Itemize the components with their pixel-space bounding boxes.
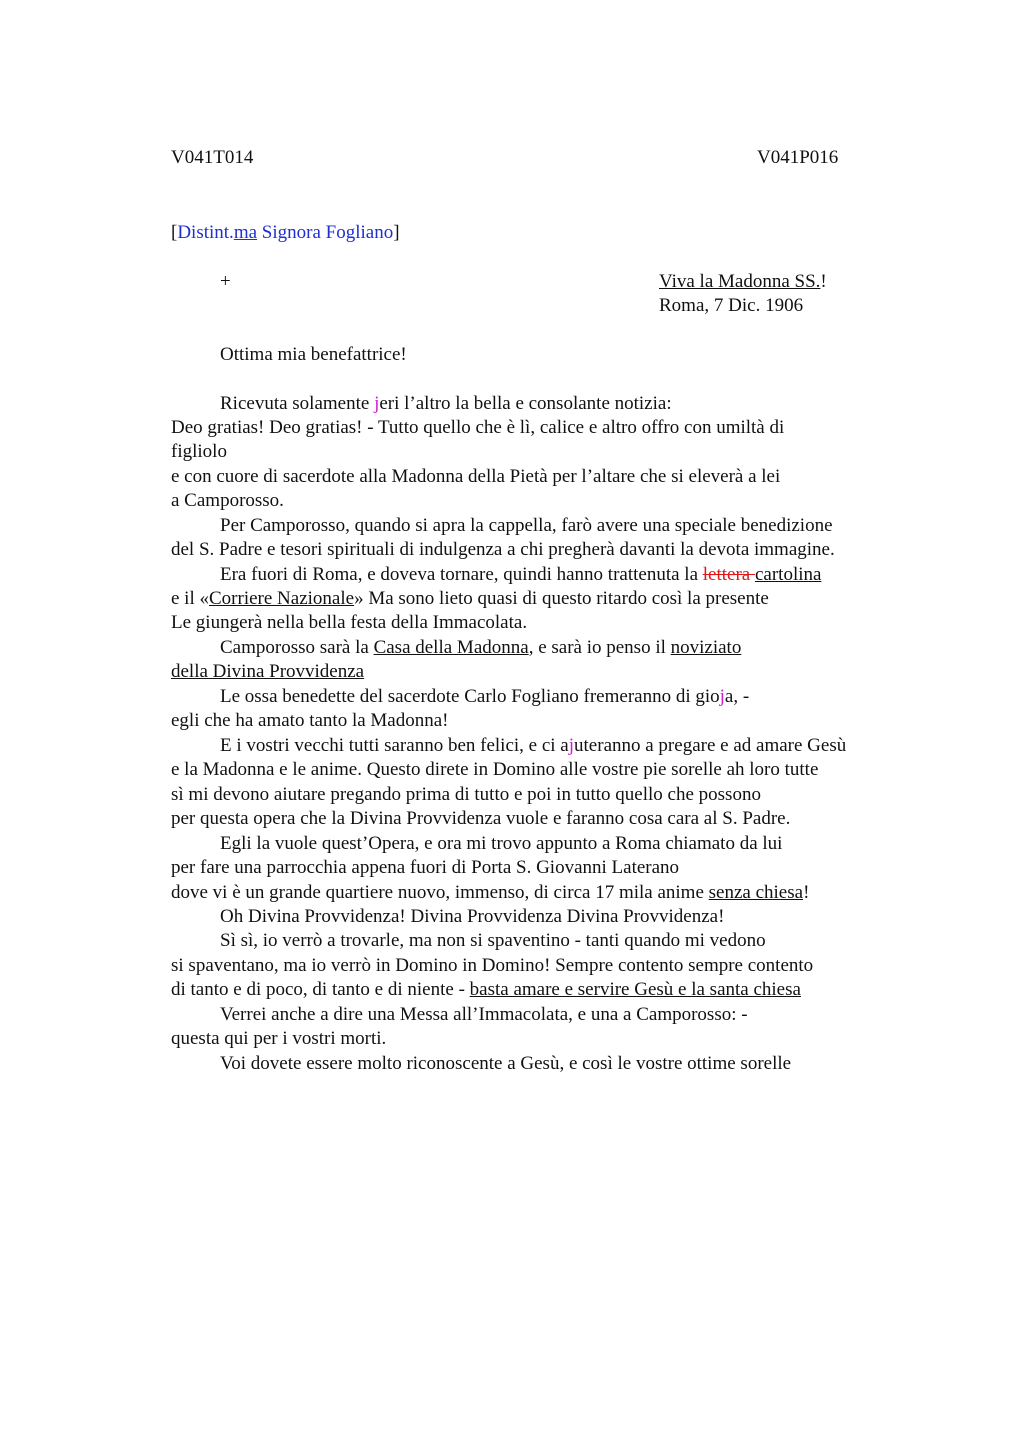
addressee-name: Signora Fogliano [257, 222, 394, 243]
body-line-22: Oh Divina Provvidenza! Divina Provvidenza Divina Provvidenza! [220, 906, 725, 927]
header-left-code: V041T014 [171, 147, 254, 168]
body-line-5: a Camporosso. [171, 490, 284, 511]
text-segment: e il « [171, 588, 209, 609]
highlighted-letter: j [374, 393, 380, 414]
text-segment: , e sarà io penso il [528, 637, 671, 658]
body-line-27: questa qui per i vostri morti. [171, 1028, 387, 1049]
body-line-1 [220, 392, 672, 416]
cross-symbol: + [220, 271, 231, 292]
invocation-text: Viva la Madonna SS. [659, 271, 821, 292]
date-line: Roma, 7 Dic. 1906 [659, 295, 804, 316]
text-segment: Camporosso sarà la [220, 637, 374, 658]
text-segment: uteranno a pregare e ad amare Gesù [574, 735, 847, 756]
inserted-word: cartolina [754, 564, 822, 585]
highlighted-letter: j [719, 686, 725, 707]
body-line-23: Sì sì, io verrò a trovarle, ma non si spaventino - tanti quando mi vedono [220, 930, 766, 951]
body-line-25 [171, 978, 801, 1002]
underlined-phrase: senza chiesa [708, 882, 804, 903]
body-line-21 [171, 881, 809, 905]
body-line-2: Deo gratias! Deo gratias! - Tutto quello che è lì, calice e altro offro con umiltà di [171, 417, 785, 438]
body-line-19: Egli la vuole quest’Opera, e ora mi trovo appunto a Roma chiamato da lui [220, 833, 783, 854]
text-segment: ! [803, 882, 810, 903]
body-line-10: Le giungerà nella bella festa della Immacolata. [171, 612, 528, 633]
text-segment: » Ma sono lieto quasi di questo ritardo così la presente [354, 588, 769, 609]
text-segment: Ricevuta solamente [220, 393, 375, 414]
text-segment: eri l’altro la bella e consolante notizia: [379, 393, 672, 414]
body-line-17: sì mi devono aiutare pregando prima di tutto e poi in tutto quello che possono [171, 784, 761, 805]
body-line-12: della Divina Provvidenza [171, 661, 365, 682]
body-line-20: per fare una parrocchia appena fuori di Porta S. Giovanni Laterano [171, 857, 680, 878]
body-line-8 [220, 563, 821, 587]
body-line-13 [220, 685, 749, 709]
body-line-15 [220, 734, 846, 758]
addressee-open-bracket: [ [171, 222, 178, 243]
text-segment: Era fuori di Roma, e doveva tornare, quindi hanno trattenuta la [220, 564, 703, 585]
addressee-superscript: ma [233, 222, 258, 243]
body-line-3: figliolo [171, 441, 227, 462]
underlined-phrase: noviziato [670, 637, 742, 658]
deleted-word: lettera [702, 564, 755, 585]
underlined-title: Corriere Nazionale [209, 588, 355, 609]
underlined-phrase: basta amare e servire Gesù e la santa chiesa [469, 979, 801, 1000]
highlighted-letter: j [568, 735, 575, 756]
text-segment: Le ossa benedette del sacerdote Carlo Fogliano fremeranno di gio [220, 686, 720, 707]
addressee-line [171, 221, 400, 245]
salutation: Ottima mia benefattrice! [220, 344, 407, 365]
body-line-6: Per Camporosso, quando si apra la cappella, farò avere una speciale benedizione [220, 515, 833, 536]
addressee-prefix: Distint. [177, 222, 234, 243]
text-segment: dove vi è un grande quartiere nuovo, immenso, di circa 17 mila anime [171, 882, 709, 903]
body-line-18: per questa opera che la Divina Provvidenza vuole e faranno cosa cara al S. Padre. [171, 808, 791, 829]
invocation-line [659, 270, 827, 294]
addressee-close-bracket: ] [393, 222, 400, 243]
invocation-exclamation: ! [820, 271, 827, 292]
body-line-4: e con cuore di sacerdote alla Madonna della Pietà per l’altare che si eleverà a lei [171, 466, 781, 487]
body-line-9 [171, 587, 769, 611]
text-segment: E i vostri vecchi tutti saranno ben felici, e ci a [220, 735, 569, 756]
body-line-26: Verrei anche a dire una Messa all’Immacolata, e una a Camporosso: - [220, 1004, 748, 1025]
underlined-phrase: Casa della Madonna [373, 637, 529, 658]
text-segment: a, - [724, 686, 750, 707]
text-segment: di tanto e di poco, di tanto e di niente - [171, 979, 470, 1000]
body-line-28: Voi dovete essere molto riconoscente a Gesù, e così le vostre ottime sorelle [220, 1053, 792, 1074]
header-right-code: V041P016 [757, 147, 839, 168]
body-line-14: egli che ha amato tanto la Madonna! [171, 710, 449, 731]
body-line-7: del S. Padre e tesori spirituali di indulgenza a chi pregherà davanti la devota immagine. [171, 539, 835, 560]
body-line-16: e la Madonna e le anime. Questo direte in Domino alle vostre pie sorelle ah loro tutte [171, 759, 819, 780]
body-line-11 [220, 636, 741, 660]
body-line-24: si spaventano, ma io verrò in Domino in Domino! Sempre contento sempre contento [171, 955, 814, 976]
